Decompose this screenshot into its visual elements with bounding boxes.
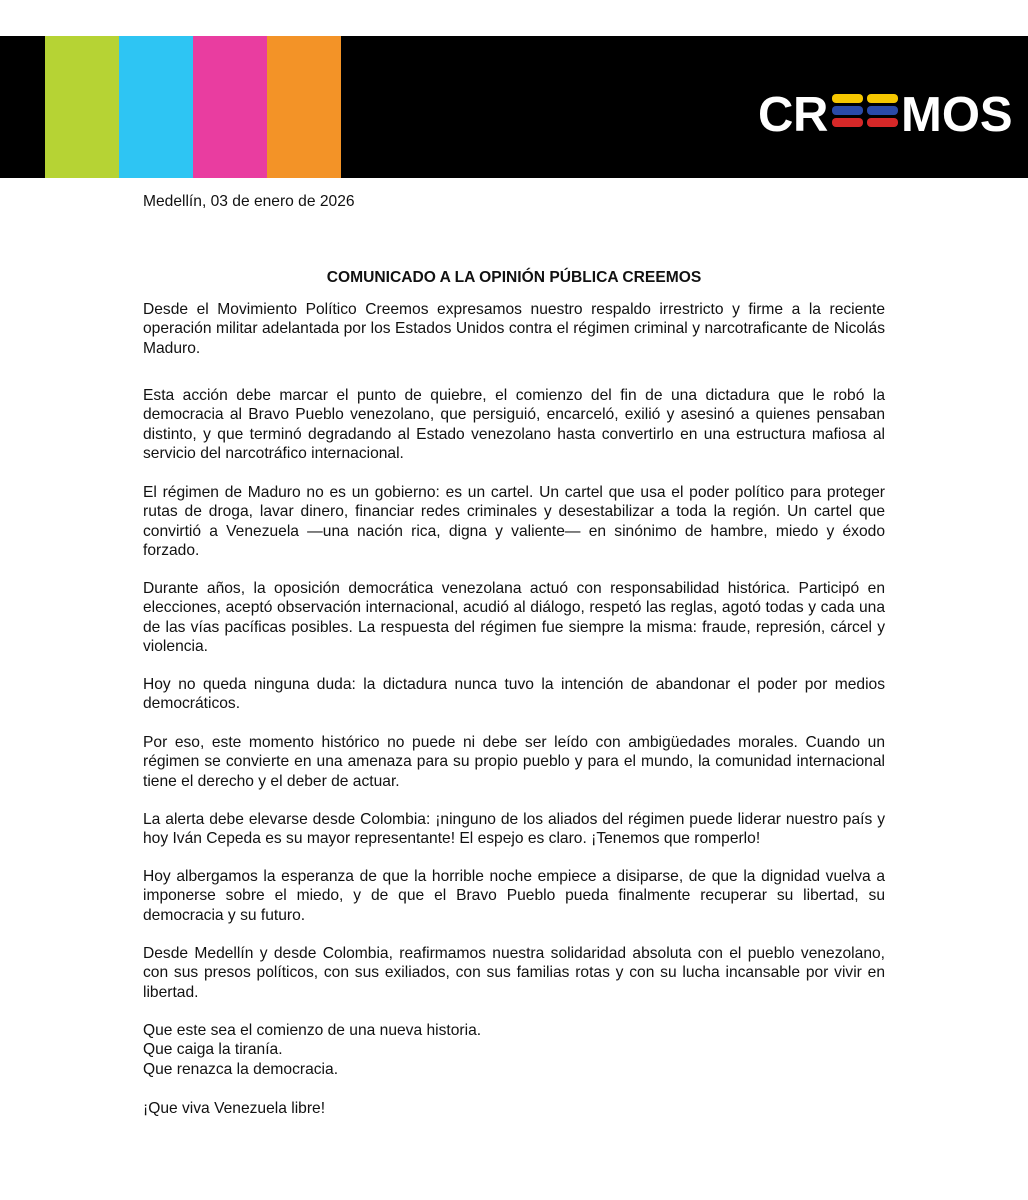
letter-paragraph-2: Esta acción debe marcar el punto de quiebre, el comienzo del fin de una dictadura que le robó la democracia al Bravo Pueblo venezolano, que persiguió, encarceló, exilió y asesinó a quienes pensaban distinto, y que terminó degradando al Estado venezolano hasta convertirlo en una estructura mafiosa al servicio del narcotráfico internacional. [143, 387, 885, 463]
logo-letter-r: R [793, 88, 829, 142]
letter-paragraph-9: Desde Medellín y desde Colombia, reafirmamos nuestra solidaridad absoluta con el pueblo venezolano, con sus presos políticos, con sus exiliados, con sus familias rotas y con su lucha incansable por vivir en libertad. [143, 945, 885, 1001]
letter-paragraph-6: Por eso, este momento histórico no puede ni debe ser leído con ambigüedades morales. Cuando un régimen se convierte en una amenaza para su propio pueblo y para el mundo, la comunidad internacional tiene el derecho y el deber de actuar. [143, 734, 885, 790]
orange-stripe [267, 36, 341, 178]
letter-paragraph-8: Hoy albergamos la esperanza de que la horrible noche empiece a disiparse, de que la dignidad vuelva a imponerse sobre el miedo, y de que el Bravo Pueblo pueda finalmente recuperar su libertad, su democracia y su futuro. [143, 868, 885, 924]
flag-e-icon [867, 94, 898, 127]
closing-lines [143, 1021, 885, 1079]
creemos-logo [758, 84, 1028, 144]
logo-letter-c: C [758, 88, 794, 142]
letter-date: Medellín, 03 de enero de 2026 [143, 193, 355, 210]
blue-stripe [119, 36, 193, 178]
letterhead-banner [0, 36, 1028, 178]
pink-stripe [193, 36, 267, 178]
final-line: ¡Que viva Venezuela libre! [143, 1100, 326, 1117]
letter-paragraph-4: Durante años, la oposición democrática venezolana actuó con responsabilidad histórica. Participó en elecciones, aceptó observación internacional, acudió al diálogo, respetó las reglas, agotó todas y cada una de las vías pacíficas posibles. La respuesta del régimen fue siempre la misma: fraude, represión, cárcel y violencia. [143, 580, 885, 656]
logo-letters-mos: MOS [901, 88, 1013, 142]
closing-line: Que este sea el comienzo de una nueva historia. [143, 1022, 482, 1039]
closing-line: Que caiga la tiranía. [143, 1041, 283, 1059]
letter-paragraph-3: El régimen de Maduro no es un gobierno: es un cartel. Un cartel que usa el poder político para proteger rutas de droga, lavar dinero, financiar redes criminales y desestabilizar a toda la región. Un cartel que convirtió a Venezuela —una nación rica, digna y valiente— en sinónimo de hambre, miedo y éxodo forzado. [143, 484, 885, 560]
letter-paragraph-1: Desde el Movimiento Político Creemos expresamos nuestro respaldo irrestricto y firme a la reciente operación militar adelantada por los Estados Unidos contra el régimen criminal y narcotraficante de Nicolás Maduro. [143, 301, 885, 357]
letter-title: COMUNICADO A LA OPINIÓN PÚBLICA CREEMOS [326, 269, 702, 286]
letter-paragraph-5: Hoy no queda ninguna duda: la dictadura nunca tuvo la intención de abandonar el poder por medios democráticos. [143, 676, 885, 713]
green-stripe [45, 36, 119, 178]
letter-paragraph-7: La alerta debe elevarse desde Colombia: ¡ninguno de los aliados del régimen puede liderar nuestro país y hoy Iván Cepeda es su mayor representante! El espejo es claro. ¡Tenemos que romperlo! [143, 811, 885, 848]
flag-e-icon [832, 94, 863, 127]
closing-line: Que renazca la democracia. [143, 1060, 339, 1078]
